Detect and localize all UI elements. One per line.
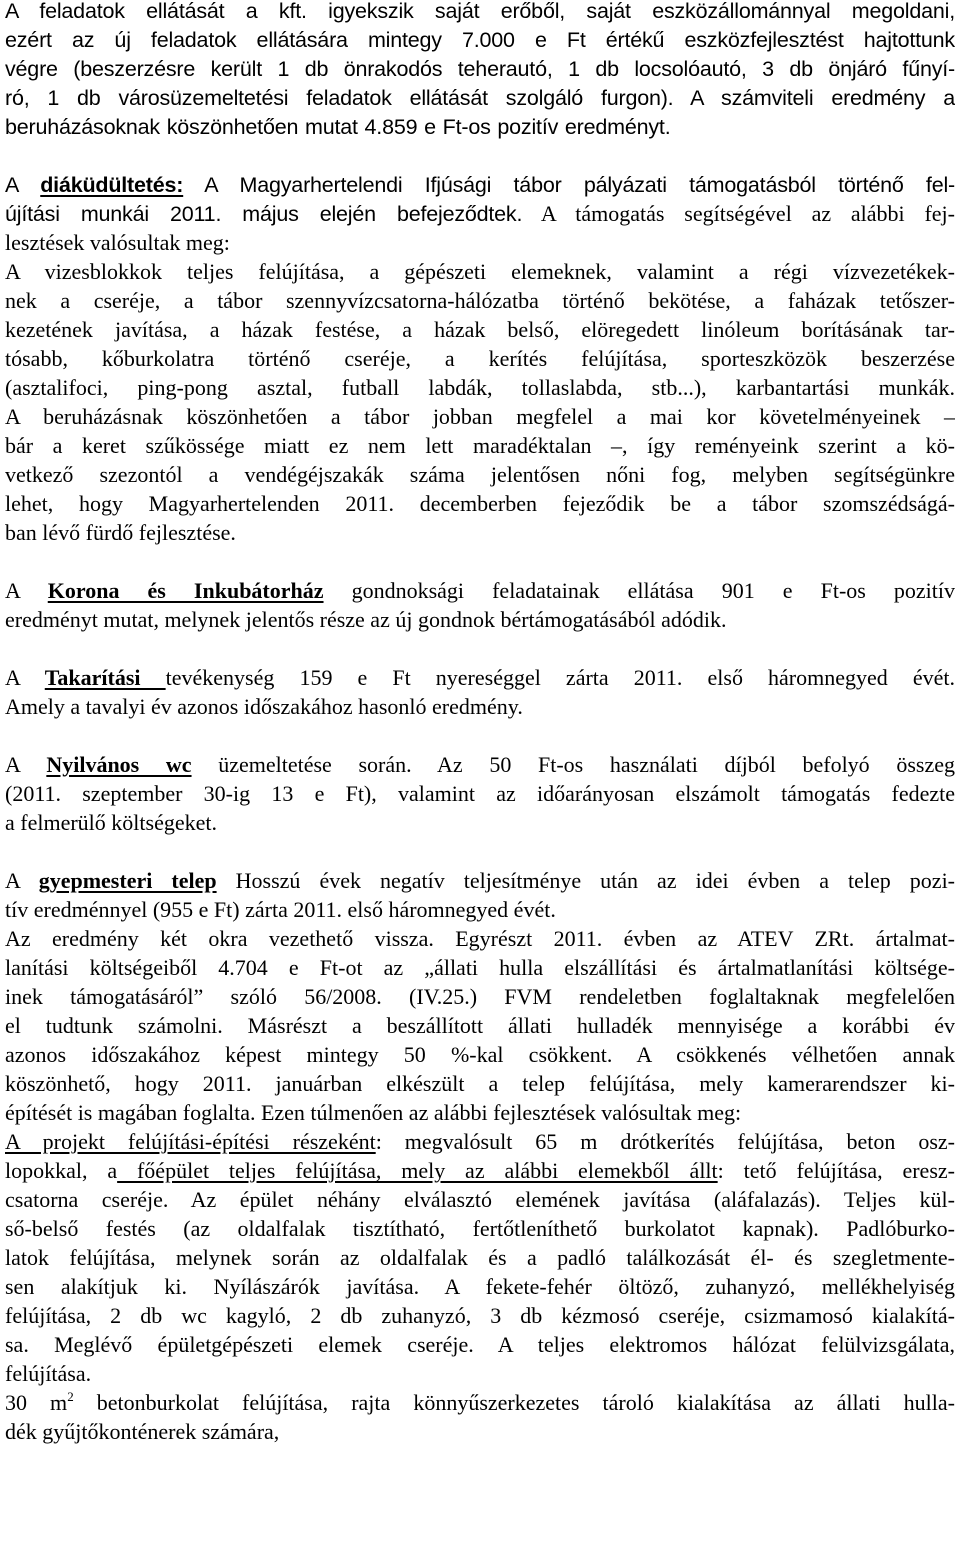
text-line: ső-belső festés (az oldalfalak tisztítható, fertőtleníthető burkolatot kapnak). Padlóburko- [5, 1216, 955, 1241]
text-line: (2011. szeptember 30-ig 13 e Ft), valamint az időarányosan elszámolt támogatás fedezte [5, 781, 955, 806]
section-keyword: Nyilvános wc [46, 752, 192, 777]
text-segment: : megvalósult 65 m drótkerítés felújítása, beton osz- [375, 1129, 955, 1154]
text-segment: betonburkolat felújítása, rajta könnyűszerkezetes tároló kialakítása az állati hulla- [73, 1390, 955, 1415]
text-line [5, 1157, 955, 1185]
text-segment: 30 m [5, 1390, 68, 1415]
text-line: azonos időszakához képest mintegy 50 %-kal csökkent. A csökkenés vélhetően annak [5, 1042, 955, 1067]
text-line: lanítási költségeiből 4.704 e Ft-ot az „állati hulla elszállítási és ártalmatlanítási költsége- [5, 955, 955, 980]
text-line: köszönhető, hogy 2011. januárban elkészült a telep felújítása, mely kamerarendszer ki- [5, 1071, 955, 1096]
text-segment: A Magyarhertelendi Ifjúsági tábor pályázati támogatásból történő fel- [183, 173, 955, 197]
text-line: A vizesblokkok teljes felújítása, a gépészeti elemeknek, valamint a régi vízvezetékek- [5, 259, 955, 284]
text-line: (asztalifoci, ping-pong asztal, futball labdák, tollaslabda, stb...), karbantartási munkák. [5, 375, 955, 400]
text-segment: tevékenység 159 e Ft nyereséggel zárta 2011. első háromnegyed évét. [165, 665, 955, 690]
text-line [5, 577, 955, 605]
text-line: A beruházásnak köszönhetően a tábor jobban megfelel a mai kor követelményeinek – [5, 404, 955, 429]
text-line: ezért az új feladatok ellátására mintegy 7.000 e Ft értékű eszközfejlesztést hajtottunk [5, 28, 955, 52]
text-line: nek a cseréje, a tábor szennyvízcsatorna-hálózatba történő bekötése, a faházak tetőszer- [5, 288, 955, 313]
text-segment: A [5, 173, 41, 197]
text-line: felújítása. [5, 1361, 92, 1386]
text-line [5, 751, 955, 779]
text-segment: gondnoksági feladatainak ellátása 901 e Ft-os pozitív [323, 578, 955, 603]
section-keyword: Takarítási [44, 665, 166, 690]
text-line: beruházásoknak köszönhetően mutat 4.859 e Ft-os pozitív eredményt. [5, 115, 671, 139]
text-line: inek támogatásáról” szóló 56/2008. (IV.25.) FVM rendeletben foglaltaknak megfelelően [5, 984, 955, 1009]
text-segment: ró, 1 db városüzemeltetési feladatok ellátását szolgáló furgon). [5, 86, 674, 110]
superscript: 2 [67, 1389, 74, 1404]
text-line [5, 200, 955, 228]
text-segment: A támogatás segítségével az alábbi fej- [522, 201, 955, 226]
underlined-heading: főépület teljes felújítása, mely az alábbi elemekből állt [117, 1158, 718, 1183]
document-page [5, 0, 955, 1556]
text-line: sen alakítjuk ki. Nyílászárók javítása. A fekete-fehér öltöző, zuhanyzó, mellékhelyiség [5, 1274, 955, 1299]
text-line [5, 171, 955, 199]
text-line: végre (beszerzésre került 1 db önrakodós teherautó, 1 db locsolóautó, 3 db önjáró fűnyí- [5, 57, 955, 81]
text-segment: A [5, 578, 48, 603]
text-line: lesztések valósultak meg: [5, 230, 230, 255]
text-segment: üzemeltetése során. Az 50 Ft-os használati díjból befolyó összeg [191, 752, 955, 777]
section-keyword: gyepmesteri telep [38, 868, 217, 893]
text-segment: A [5, 665, 45, 690]
section-keyword: diáküdültetés: [40, 173, 184, 197]
text-segment: újítási munkái 2011. május elején befejeződtek. [5, 202, 523, 226]
text-line: Amely a tavalyi év azonos időszakához hasonló eredmény. [5, 694, 523, 719]
text-line [5, 867, 955, 895]
text-segment: A számviteli eredmény a [673, 86, 955, 110]
text-line: bár a keret szűkössége miatt ez nem lett maradéktalan –, így reményeink szerint a kö- [5, 433, 955, 458]
text-line: dék gyűjtőkonténerek számára, [5, 1419, 280, 1444]
text-line: sa. Meglévő épületgépészeti elemek cseréje. A teljes elektromos hálózat felülvizsgálata, [5, 1332, 955, 1357]
text-line [5, 1389, 955, 1417]
text-line: el tudtunk számolni. Másrészt a beszállított állati hulladék mennyisége a korábbi év [5, 1013, 955, 1038]
text-line: Az eredmény két okra vezethető vissza. Egyrészt 2011. évben az ATEV ZRt. ártalmat- [5, 926, 955, 951]
text-segment: A [5, 868, 39, 893]
text-segment: Hosszú évek negatív teljesítménye után az idei évben a telep pozi- [216, 868, 955, 893]
text-line: lehet, hogy Magyarhertelenden 2011. decemberben fejeződik be a tábor szomszédságá- [5, 491, 955, 516]
text-line: latok felújítása, melynek során az oldalfalak és a padló találkozását él- és szegletmente- [5, 1245, 955, 1270]
text-line: építését is magában foglalta. Ezen túlmenően az alábbi fejlesztések valósultak meg: [5, 1100, 742, 1125]
text-line: a felmerülő költségeket. [5, 810, 217, 835]
text-line [5, 1128, 955, 1156]
text-line: felújítása, 2 db wc kagyló, 2 db zuhanyzó, 3 db kézmosó cseréje, csizmamosó kialakítá- [5, 1303, 955, 1328]
text-line: kezetének javítása, a házak festése, a házak belső, elöregedett linóleum borításának tar- [5, 317, 955, 342]
text-segment: A [5, 752, 47, 777]
text-segment: lopokkal, a [5, 1158, 118, 1183]
underlined-heading: A projekt felújítási-építési részeként [5, 1129, 376, 1154]
text-line: tív eredménnyel (955 e Ft) zárta 2011. első háromnegyed évét. [5, 897, 556, 922]
text-line: csatorna cseréje. Az épület néhány elválasztó elemének javítása (aláfalazás). Teljes kül- [5, 1187, 955, 1212]
text-line: A feladatok ellátását a kft. igyekszik saját erőből, saját eszközállománnyal megoldani, [5, 0, 955, 23]
text-line: ban lévő fürdő fejlesztése. [5, 520, 236, 545]
text-line: vetkező szezontól a vendégéjszakák száma jelentősen nőni fog, melyben segítségünkre [5, 462, 955, 487]
section-keyword: Korona és Inkubátorház [47, 578, 324, 603]
text-line: eredményt mutat, melynek jelentős része az új gondnok bértámogatásából adódik. [5, 607, 727, 632]
text-line: tósabb, kőburkolatra történő cseréje, a kerítés felújítása, sporteszközök beszerzése [5, 346, 955, 371]
text-line [5, 84, 955, 112]
text-segment: : tető felújítása, eresz- [717, 1158, 955, 1183]
text-line [5, 664, 955, 692]
